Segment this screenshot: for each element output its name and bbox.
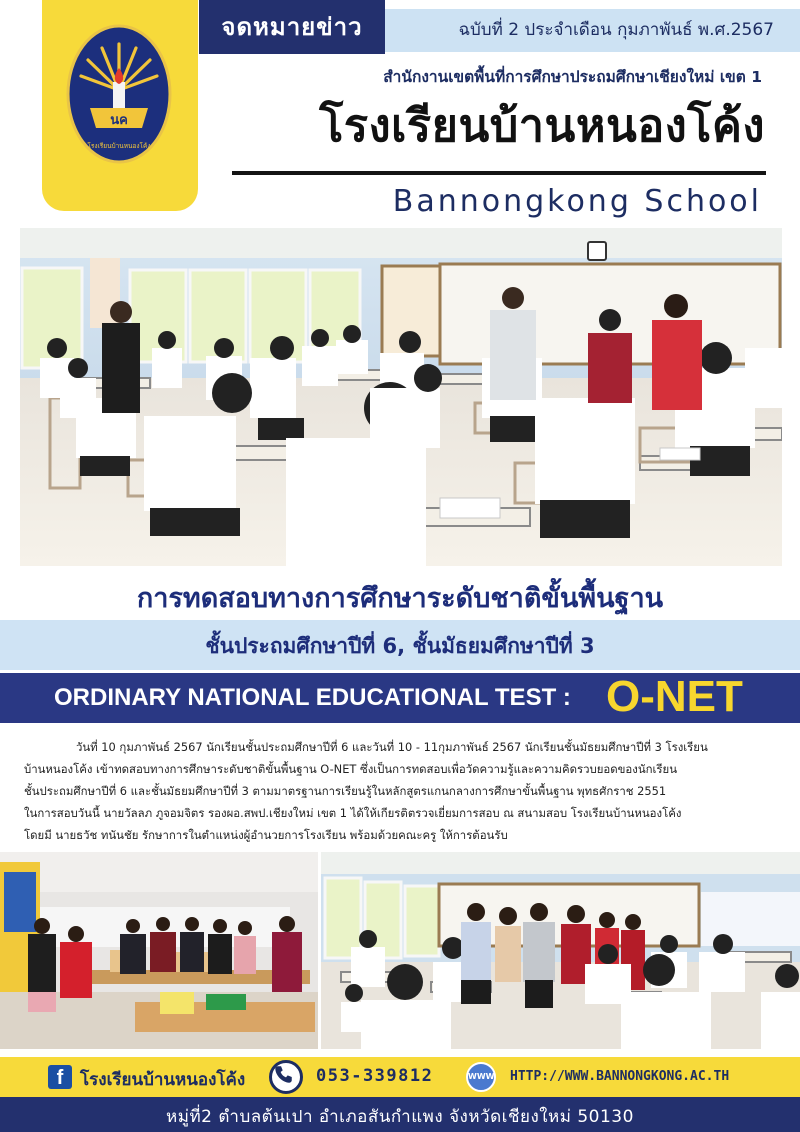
facebook-page-link[interactable]: โรงเรียนบ้านหนองโค้ง bbox=[80, 1070, 246, 1090]
article-line: บ้านหนองโค้ง เข้าทดสอบทางการศึกษาระดับชาติขั้นพื้นฐาน O-NET ซึ่งเป็นการทดสอบเพื่อวัดความรู้และความคิดรวบยอดของนักเรียน bbox=[24, 762, 677, 776]
school-name-english: Bannongkong School bbox=[392, 184, 762, 219]
article-line: วันที่ 10 กุมภาพันธ์ 2567 นักเรียนชั้นประถมศึกษาปีที่ 6 และวันที่ 10 - 11กุมภาพันธ์ 2567 นักเรียนชั้นมัธยมศึกษาปีที่ 3 โรงเรียน bbox=[76, 740, 708, 754]
seal-motto: โรงเรียนบ้านหนองโค้ง bbox=[87, 142, 151, 150]
office-name: สำนักงานเขตพื้นที่การศึกษาประถมศึกษาเชียงใหม่ เขต 1 bbox=[383, 68, 762, 86]
news-article bbox=[24, 736, 792, 846]
article-line: ชั้นประถมศึกษาปีที่ 6 และชั้นมัธยมศึกษาปีที่ 3 ตามมาตรฐานการเรียนรู้ในหลักสูตรแกนกลางการศึกษาขั้นพื้นฐาน พุทธศักราช 2551 bbox=[24, 784, 667, 798]
facebook-icon[interactable]: f bbox=[48, 1065, 72, 1089]
onet-banner-label: ORDINARY NATIONAL EDUCATIONAL TEST : bbox=[54, 684, 571, 711]
website-link[interactable]: HTTP://WWW.BANNONGKONG.AC.TH bbox=[510, 1069, 730, 1084]
headline-subtitle: ชั้นประถมศึกษาปีที่ 6, ชั้นมัธยมศึกษาปีที่ 3 bbox=[205, 634, 595, 658]
article-line: โดยมี นายธวัช ทนันชัย รักษาการในตำแหน่งผู้อำนวยการโรงเรียน พร้อมด้วยคณะครู ให้การต้อนรับ bbox=[24, 828, 508, 842]
headline-title: การทดสอบทางการศึกษาระดับชาติขั้นพื้นฐาน bbox=[136, 583, 664, 614]
globe-icon: WWW bbox=[466, 1062, 496, 1092]
onet-banner-code: O-NET bbox=[606, 672, 743, 721]
phone-icon bbox=[269, 1060, 303, 1094]
article-line: ในการสอบวันนี้ นายวัลลภ ภูจอมจิตร รองผอ.สพป.เชียงใหม่ เขต 1 ได้ให้เกียรติตรวจเยี่ยมการสอบ ณ สนามสอบ โรงเรียนบ้านหนองโค้ง bbox=[24, 806, 682, 820]
school-address: หมู่ที่2 ตำบลต้นเปา อำเภอสันกำแพง จังหวัดเชียงใหม่ 50130 bbox=[166, 1107, 634, 1127]
seal-initials: นค bbox=[110, 113, 128, 128]
newsletter-tag: จดหมายข่าว bbox=[199, 0, 385, 54]
header-divider bbox=[232, 171, 766, 175]
exam-room-photo bbox=[20, 228, 782, 566]
logo-panel bbox=[42, 0, 198, 211]
school-name-thai: โรงเรียนบ้านหนองโค้ง bbox=[319, 99, 765, 152]
phone-number[interactable]: 053-339812 bbox=[316, 1066, 434, 1086]
welcome-staff-photo bbox=[0, 852, 318, 1049]
issue-info: ฉบับที่ 2 ประจำเดือน กุมภาพันธ์ พ.ศ.2567 bbox=[385, 9, 800, 52]
inspection-visit-photo bbox=[321, 852, 800, 1049]
school-seal-icon bbox=[66, 24, 172, 164]
